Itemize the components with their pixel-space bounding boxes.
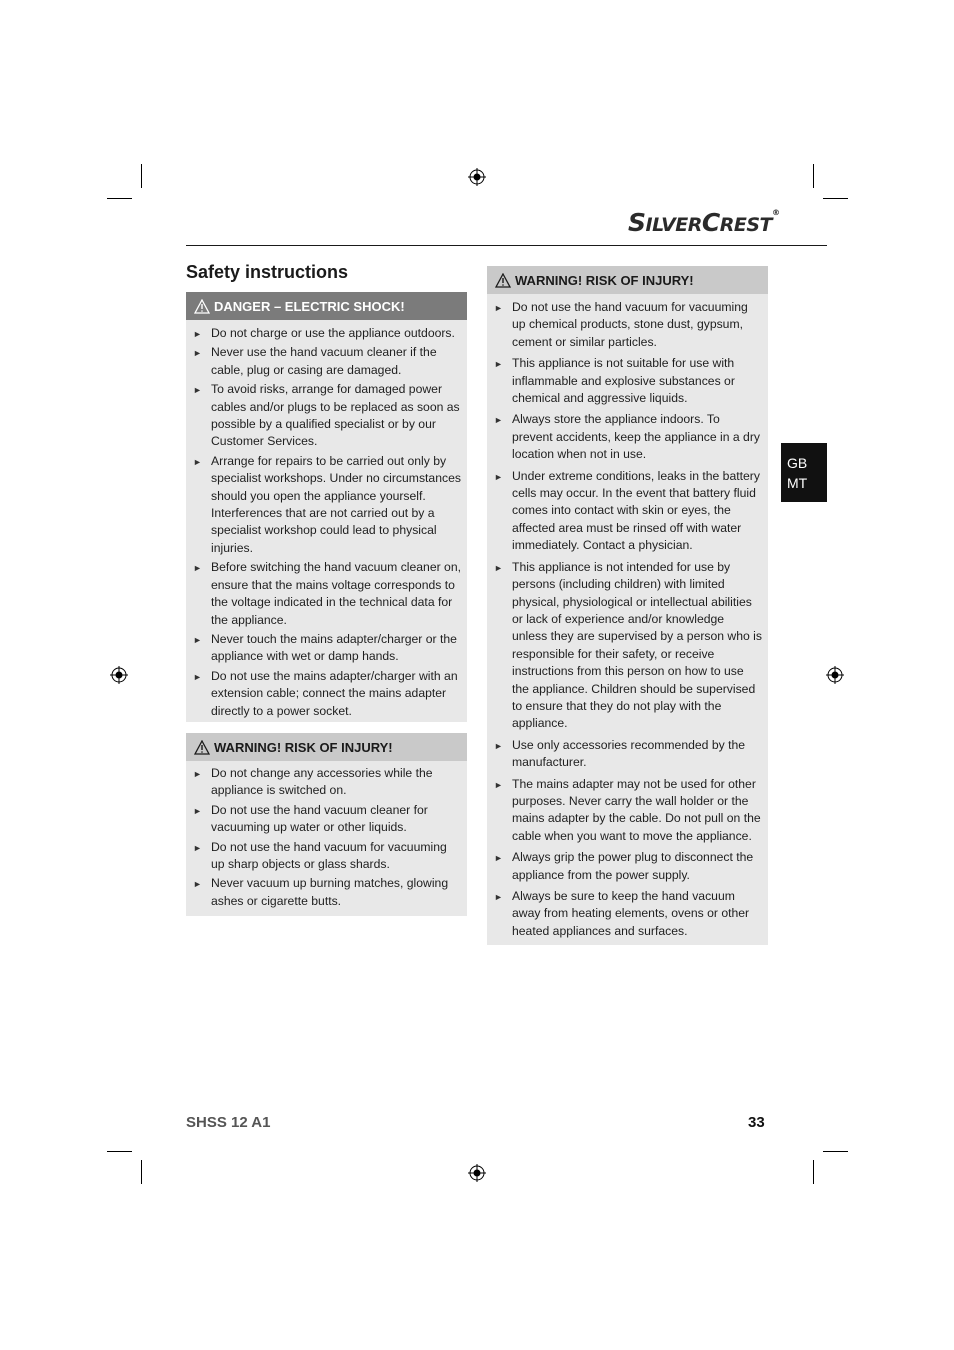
list-item: ► Do not use the hand vacuum for vacuuming up chemical products, stone dust, gypsum, cement or similar particles.: [494, 300, 748, 349]
list-item: ► Never touch the mains adapter/charger or the appliance with wet or damp hands.: [193, 631, 457, 664]
list-item: ► Always be sure to keep the hand vacuum away from heating elements, ovens or other heated appliances and surfaces.: [494, 889, 750, 938]
registration-mark-icon: [826, 666, 844, 684]
logo-text: REST: [719, 214, 773, 236]
warning-heading-text: WARNING! RISK OF INJURY!: [214, 739, 393, 755]
crop-mark: [813, 1160, 814, 1184]
list-item: ► Use only accessories recommended by the manufacturer.: [494, 737, 746, 770]
arrow-bullet-icon: ►: [494, 779, 503, 790]
list-item: ► Do not use the mains adapter/charger with an extension cable; connect the mains adapter directly to a power socket.: [193, 668, 458, 718]
crop-mark: [823, 1151, 848, 1152]
model-number: SHSS 12 A1: [186, 1114, 271, 1131]
registration-mark-icon: [468, 168, 486, 186]
list-item: ► Never vacuum up burning matches, glowing ashes or cigarette butts.: [193, 876, 449, 908]
arrow-bullet-icon: ►: [193, 385, 202, 396]
arrow-bullet-icon: ►: [494, 359, 503, 370]
list-item: ► Never use the hand vacuum cleaner if the cable, plug or casing are damaged.: [193, 345, 437, 377]
warning-list-left: [186, 765, 467, 910]
language-tab: [781, 443, 827, 502]
list-item: ► Always grip the power plug to disconnect the appliance from the power supply.: [494, 850, 754, 882]
arrow-bullet-icon: ►: [193, 671, 202, 682]
danger-heading-text: DANGER – ELECTRIC SHOCK!: [214, 298, 405, 314]
danger-list: [186, 325, 467, 720]
language-code: GB: [787, 455, 808, 471]
arrow-bullet-icon: ►: [193, 634, 202, 645]
registered-mark: ®: [772, 208, 780, 217]
warning-heading: [487, 266, 768, 294]
arrow-bullet-icon: ►: [193, 563, 202, 574]
list-item: ► Under extreme conditions, leaks in the battery cells may occur. In the event that battery fluid comes into contact with skin or eyes, the affected area must be rinsed off with water immediately. Contact a physician.: [494, 468, 760, 553]
list-item: ► Do not change any accessories while the appliance is switched on.: [193, 766, 433, 798]
list-item: ► Do not use the hand vacuum cleaner for vacuuming up water or other liquids.: [193, 802, 428, 835]
list-item: ► This appliance is not suitable for use with inflammable and explosive substances or chemical and aggressive liquids.: [494, 356, 735, 406]
logo-text: S: [628, 208, 646, 237]
list-item: ► Always store the appliance indoors. To prevent accidents, keep the appliance in a dry location when not in use.: [494, 412, 760, 462]
list-item: ► Arrange for repairs to be carried out only by specialist workshops. Under no circumstances should you open the appliance yourself. Interferences that are not carried out by a specialist workshop could lead to physical injuries.: [193, 453, 461, 555]
list-item: ► The mains adapter may not be used for other purposes. Never carry the wall holder or the mains adapter by the cable. Do not pull on the cable when you want to move the appliance.: [494, 776, 761, 843]
arrow-bullet-icon: ►: [193, 842, 202, 853]
header-divider: [186, 245, 827, 246]
logo-text: ILVER: [645, 214, 702, 236]
arrow-bullet-icon: ►: [193, 805, 202, 816]
arrow-bullet-icon: ►: [494, 415, 503, 426]
page-number: 33: [748, 1114, 765, 1131]
warning-list-right: [487, 299, 768, 940]
arrow-bullet-icon: ►: [193, 329, 202, 339]
arrow-bullet-icon: ►: [193, 348, 202, 359]
logo-text: C: [701, 208, 720, 237]
danger-heading: [186, 292, 467, 320]
list-item: ► Do not charge or use the appliance outdoors.: [186, 325, 467, 342]
crop-mark: [107, 1151, 132, 1152]
arrow-bullet-icon: ►: [494, 853, 503, 864]
language-code: MT: [787, 475, 808, 491]
arrow-bullet-icon: ►: [494, 471, 503, 482]
arrow-bullet-icon: ►: [494, 303, 503, 313]
warning-triangle-icon: [194, 740, 210, 755]
arrow-bullet-icon: ►: [193, 769, 202, 779]
list-item: ► Before switching the hand vacuum cleaner on, ensure that the mains voltage corresponds to the voltage indicated in the technical data for the appliance.: [193, 560, 461, 627]
warning-section-right: [487, 266, 768, 945]
registration-mark-icon: [468, 1164, 486, 1182]
arrow-bullet-icon: ►: [193, 456, 202, 467]
crop-mark: [823, 198, 848, 199]
registration-mark-icon: [110, 666, 128, 684]
warning-triangle-icon: [495, 273, 511, 288]
page-title: Safety instructions: [186, 262, 349, 282]
warning-triangle-icon: [194, 299, 210, 314]
crop-mark: [107, 198, 132, 199]
list-item: ► To avoid risks, arrange for damaged power cables and/or plugs to be replaced as soon as possible by a qualified specialist or by our Customer Services.: [193, 382, 460, 449]
warning-heading-text: WARNING! RISK OF INJURY!: [515, 272, 694, 288]
warning-section-left: [186, 733, 467, 916]
arrow-bullet-icon: ►: [494, 562, 503, 573]
arrow-bullet-icon: ►: [494, 892, 503, 902]
danger-section: [186, 292, 467, 722]
crop-mark: [813, 164, 814, 188]
crop-mark: [141, 1160, 142, 1184]
arrow-bullet-icon: ►: [494, 740, 503, 751]
arrow-bullet-icon: ►: [193, 879, 202, 890]
warning-heading: [186, 733, 467, 761]
brand-logo: [628, 208, 780, 240]
crop-mark: [141, 164, 142, 188]
list-item: ► This appliance is not intended for use by persons (including children) with limited physical, physiological or intellectual abilities or lack of experience and/or knowledge unless they are supervised by a person who is responsible for their safety, or receive instructions from this person on how to use the appliance. Children should be supervised to ensure that they do not play with the appliance.: [494, 559, 762, 731]
list-item: ► Do not use the hand vacuum for vacuuming up sharp objects or glass shards.: [193, 839, 447, 872]
